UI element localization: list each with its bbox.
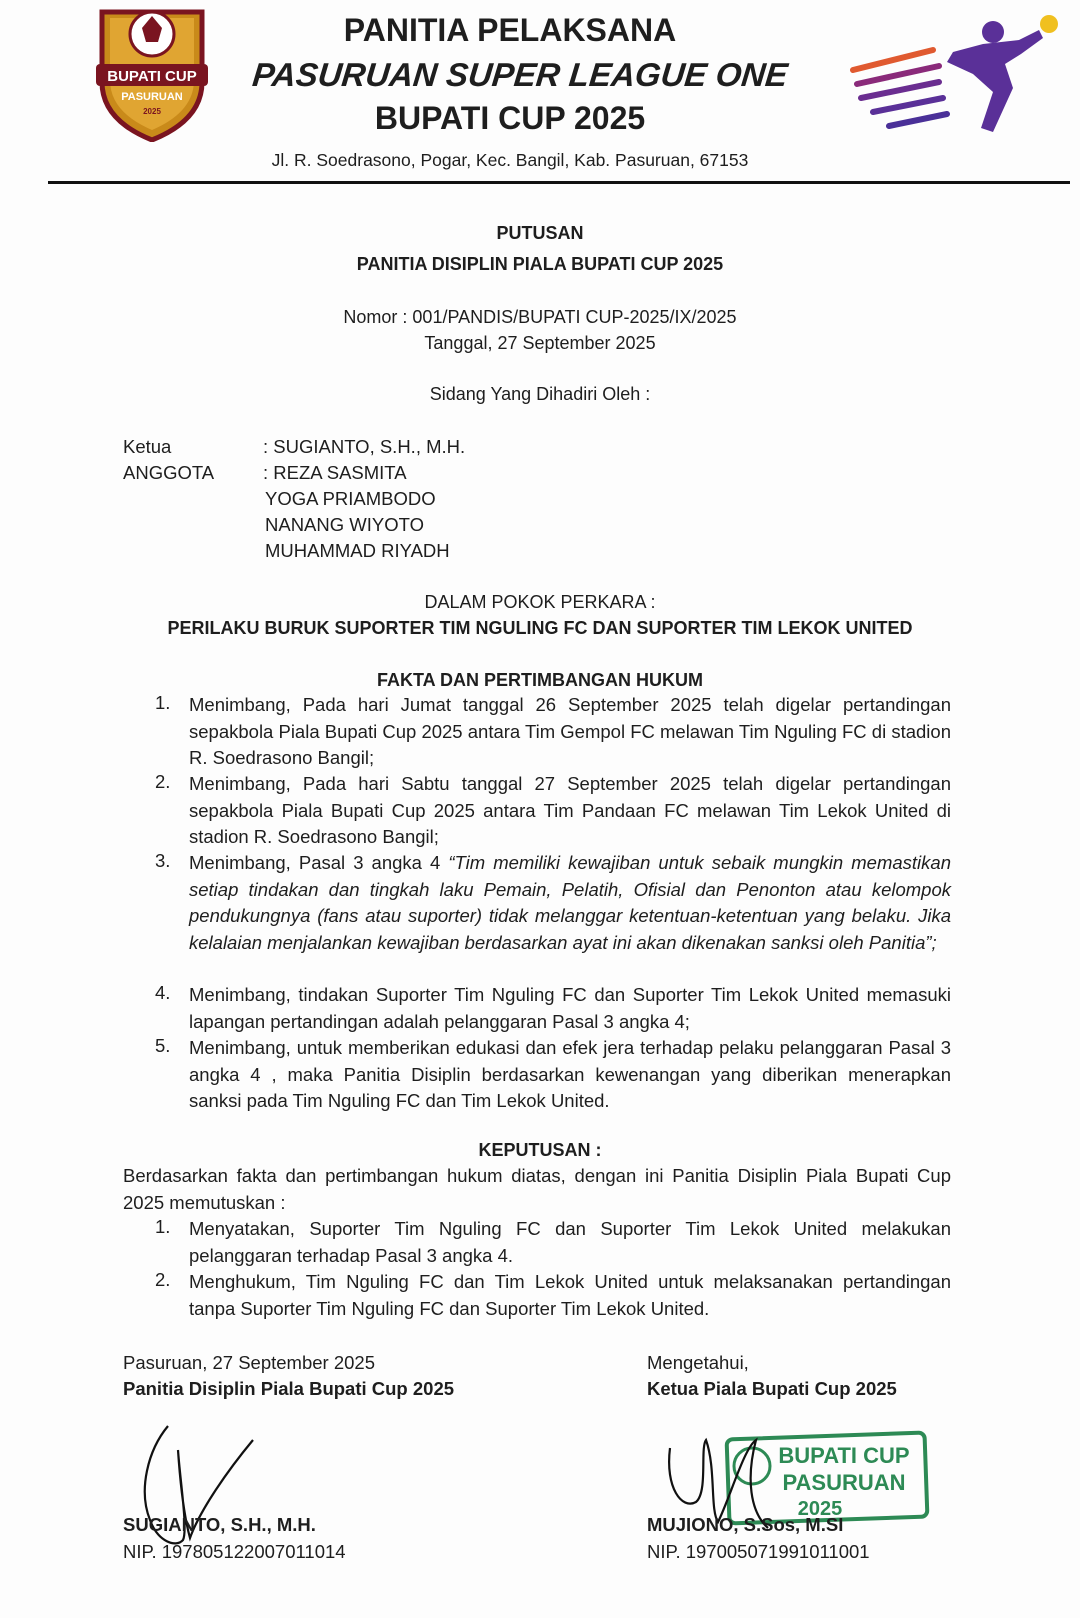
doc-number: Nomor : 001/PANDIS/BUPATI CUP-2025/IX/2025 [343,307,737,327]
case-subject: PERILAKU BURUK SUPORTER TIM NGULING FC DAN SUPORTER TIM LEKOK UNITED [167,618,913,638]
fact-number: 2. [155,771,171,792]
signature-left-role: Panitia Disiplin Piala Bupati Cup 2025 [123,1378,455,1399]
chair-label: Ketua [123,436,172,457]
doc-subtitle: PANITIA DISIPLIN PIALA BUPATI CUP 2025 [356,254,724,274]
signature-left-name: SUGIANTO, S.H., M.H. [123,1514,316,1535]
stamp-text-city: PASURUAN [782,1470,906,1495]
fact-quote: “Tim memiliki kewajiban untuk sebaik mungkin memastikan setiap tindakan dan tingkah laku Pemain, Pelatih, Ofisial dan Penonton atau kelompok pendukungnya (fans atau suporter) tidak melanggar ketentuan-ketentuan yang belaku. Jika kelalaian menjalankan kewajiban berdasarkan ayat ini akan dikenakan sanksi oleh Panitia”; [189,852,951,953]
stamp-text-year: 2025 [797,1498,843,1520]
fact-text-prefix: Menimbang, Pasal 3 angka 4 [189,852,449,873]
member-name: NANANG WIYOTO [265,514,424,535]
fact-text [189,850,951,956]
header-address: Jl. R. Soedrasono, Pogar, Kec. Bangil, Kab. Pasuruan, 67153 [271,150,749,170]
logo-text-city: PASURUAN [121,91,183,103]
signature-right-role: Ketua Piala Bupati Cup 2025 [647,1378,897,1399]
header-org: PANITIA PELAKSANA [343,12,677,48]
member-name: MUHAMMAD RIYADH [265,540,450,561]
logo-text-cup: BUPATI CUP [107,68,197,85]
decision-intro: Berdasarkan fakta dan pertimbangan hukum diatas, dengan ini Panitia Disiplin Piala Bupati Cup 2025 memutuskan : [123,1165,951,1213]
fact-text: Menimbang, untuk memberikan edukasi dan efek jera terhadap pelaku pelanggaran Pasal 3 angka 4 , maka Panitia Disiplin berdasarkan kewenangan yang diberikan menerapkan sanksi pada Tim Nguling FC dan Tim Lekok United. [189,1037,951,1111]
attended-heading: Sidang Yang Dihadiri Oleh : [429,384,651,404]
stamp-text-cup: BUPATI CUP [778,1443,910,1468]
member-name: YOGA PRIAMBODO [265,488,436,509]
case-heading: DALAM POKOK PERKARA : [424,592,656,612]
member-name: : REZA SASMITA [263,462,407,483]
signature-ack: Mengetahui, [647,1352,749,1373]
fact-number: 5. [155,1035,171,1056]
fact-text: Menimbang, Pada hari Sabtu tanggal 27 September 2025 telah digelar pertandingan sepakbola Piala Bupati Cup 2025 antara Tim Pandaan FC melawan Tim Lekok United di stadion R. Soedrasono Bangil; [189,773,951,847]
chair-name: : SUGIANTO, S.H., M.H. [263,436,466,457]
signature-place-date: Pasuruan, 27 September 2025 [123,1352,375,1373]
doc-title: PUTUSAN [496,223,584,243]
decision-text: Menghukum, Tim Nguling FC dan Tim Lekok United untuk melaksanakan pertandingan tanpa Suporter Tim Nguling FC dan Suporter Tim Lekok United. [189,1271,951,1319]
header-league: PASURUAN SUPER LEAGUE ONE [250,56,790,93]
decision-number: 1. [155,1216,171,1237]
doc-date: Tanggal, 27 September 2025 [424,333,656,353]
kicking-player-icon [843,10,1063,140]
decision-number: 2. [155,1269,171,1290]
header-divider [48,181,1070,184]
signature-right-name: MUJIONO, S.Sos, M.SI [647,1514,844,1535]
fact-text: Menimbang, tindakan Suporter Tim Nguling FC dan Suporter Tim Lekok United memasuki lapangan pertandingan adalah pelanggaran Pasal 3 angka 4; [189,984,951,1032]
logo-text-year: 2025 [143,107,161,116]
decision-text: Menyatakan, Suporter Tim Nguling FC dan Suporter Tim Lekok United melakukan pelanggaran terhadap Pasal 3 angka 4. [189,1218,951,1266]
fact-number: 4. [155,982,171,1003]
signature-right-nip: NIP. 197005071991011001 [647,1541,870,1562]
fact-number: 3. [155,850,171,871]
fact-number: 1. [155,692,171,713]
member-label: ANGGOTA [123,462,215,483]
signature-left-nip: NIP. 197805122007011014 [123,1541,346,1562]
signature-left [128,1420,278,1560]
facts-heading: FAKTA DAN PERTIMBANGAN HUKUM [377,670,703,690]
fact-text: Menimbang, Pada hari Jumat tanggal 26 September 2025 telah digelar pertandingan sepakbola Piala Bupati Cup 2025 antara Tim Gempol FC melawan Tim Nguling FC di stadion R. Soedrasono Bangil; [189,694,951,768]
decision-heading: KEPUTUSAN : [478,1140,602,1160]
header-cup: BUPATI CUP 2025 [374,100,646,136]
